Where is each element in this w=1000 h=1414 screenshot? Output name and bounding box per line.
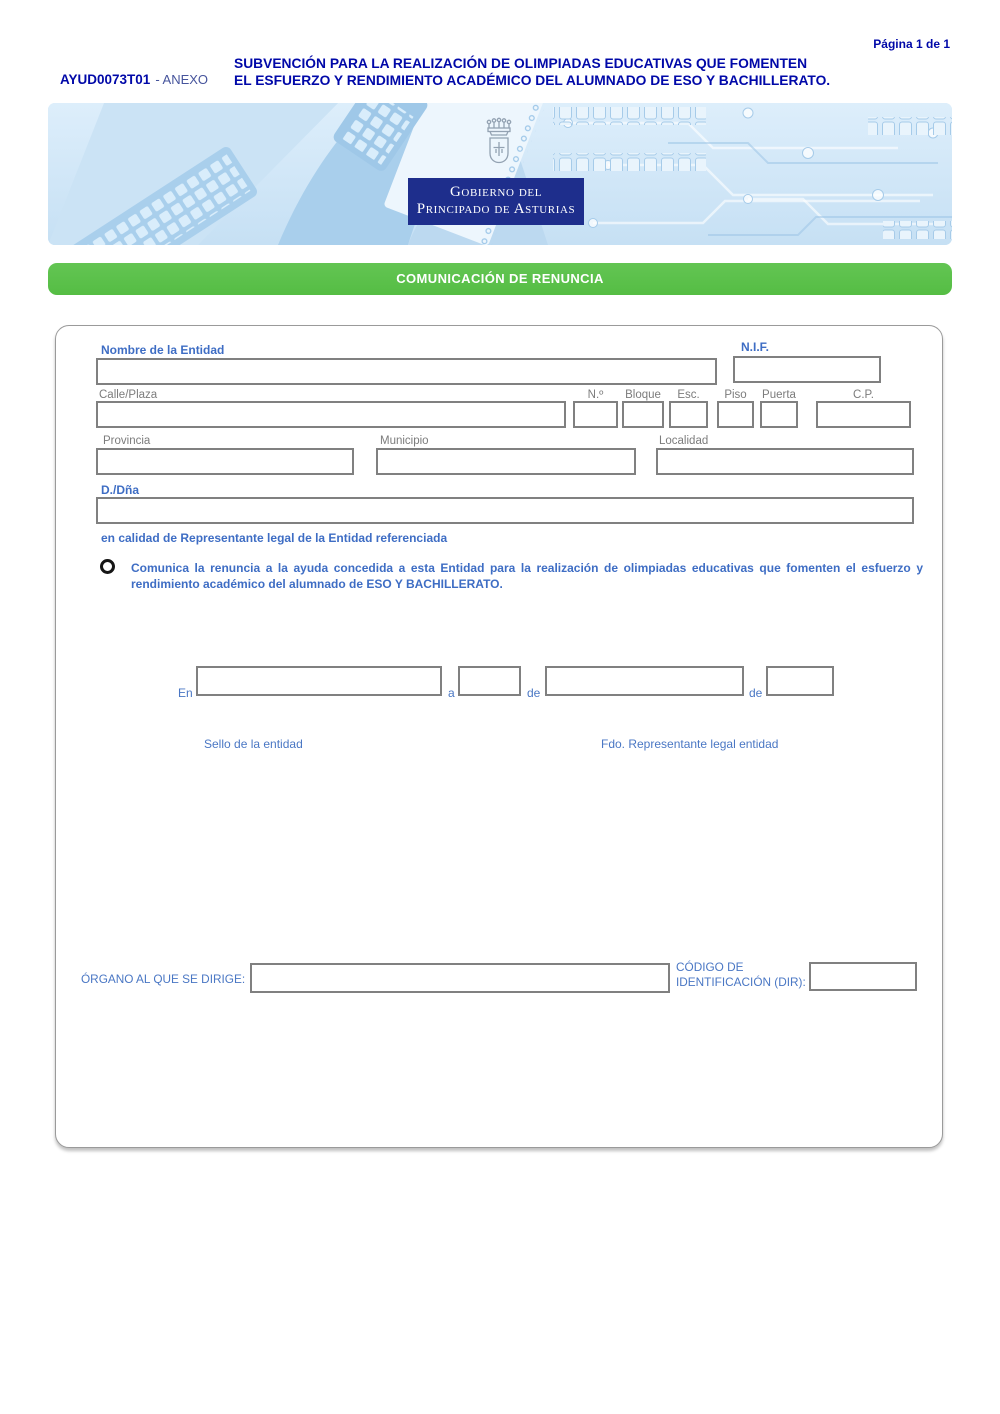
ddna-input[interactable] bbox=[96, 497, 914, 524]
renuncia-statement: Comunica la renuncia a la ayuda concedida a esta Entidad para la realización de olimpiadas educativas que fomenten el esfuerzo y rendimiento académico del alumnado de ESO Y BACHILLERATO. bbox=[131, 561, 923, 591]
section-title-bar bbox=[48, 263, 952, 295]
date-place-input[interactable] bbox=[196, 666, 442, 696]
nif-label: N.I.F. bbox=[741, 340, 770, 354]
date-month-input[interactable] bbox=[545, 666, 744, 696]
municipio-label: Municipio bbox=[380, 435, 429, 447]
date-de-year-label: de bbox=[749, 686, 763, 700]
date-year-input[interactable] bbox=[766, 666, 834, 696]
government-logo bbox=[408, 178, 584, 225]
date-de-month-label: de bbox=[527, 686, 541, 700]
provincia-input[interactable] bbox=[96, 448, 354, 475]
section-title: COMUNICACIÓN DE RENUNCIA bbox=[396, 271, 604, 286]
date-day-input[interactable] bbox=[458, 666, 521, 696]
form-title bbox=[234, 55, 830, 89]
cp-label: C.P. bbox=[853, 389, 874, 401]
date-en-label: En bbox=[178, 686, 193, 700]
sello-label: Sello de la entidad bbox=[204, 737, 303, 751]
bloque-label: Bloque bbox=[625, 389, 661, 401]
esc-label: Esc. bbox=[677, 389, 700, 401]
codigo-label-line2: IDENTIFICACIÓN (DIR): bbox=[676, 975, 806, 989]
form-code-line bbox=[60, 71, 208, 89]
date-a-label: a bbox=[448, 686, 455, 700]
logo-text-line1: Gobierno del bbox=[449, 184, 543, 200]
nombre-entidad-label: Nombre de la Entidad bbox=[101, 343, 225, 357]
provincia-label: Provincia bbox=[103, 435, 151, 447]
localidad-input[interactable] bbox=[656, 448, 914, 475]
form-title-line2: EL ESFUERZO Y RENDIMIENTO ACADÉMICO DEL ALUMNADO DE ESO Y BACHILLERATO. bbox=[234, 73, 831, 88]
form-code-suffix: - ANEXO bbox=[155, 72, 209, 87]
codigo-label-line1: CÓDIGO DE bbox=[676, 960, 744, 974]
form-code: AYUD0073T01 bbox=[60, 72, 151, 87]
puerta-label: Puerta bbox=[762, 389, 796, 401]
numero-input[interactable] bbox=[573, 401, 618, 428]
cp-input[interactable] bbox=[816, 401, 911, 428]
nombre-entidad-input[interactable] bbox=[96, 358, 717, 385]
header-banner bbox=[48, 103, 952, 245]
form-container bbox=[55, 325, 943, 1148]
asturias-coat-of-arms-icon bbox=[482, 116, 516, 170]
renuncia-radio[interactable] bbox=[100, 559, 115, 574]
ddna-label: D./Dña bbox=[101, 483, 140, 497]
municipio-input[interactable] bbox=[376, 448, 636, 475]
calle-input[interactable] bbox=[96, 401, 566, 428]
puerta-input[interactable] bbox=[760, 401, 798, 428]
logo-text-line2: Principado de Asturias bbox=[416, 201, 576, 217]
fdo-label: Fdo. Representante legal entidad bbox=[601, 737, 779, 751]
codigo-input[interactable] bbox=[809, 962, 917, 991]
bloque-input[interactable] bbox=[622, 401, 664, 428]
esc-input[interactable] bbox=[669, 401, 708, 428]
organo-input[interactable] bbox=[250, 963, 670, 993]
calle-label: Calle/Plaza bbox=[99, 389, 158, 401]
nif-input[interactable] bbox=[733, 356, 881, 383]
piso-input[interactable] bbox=[717, 401, 754, 428]
numero-label: N.º bbox=[587, 389, 604, 401]
page-indicator: Página 1 de 1 bbox=[873, 37, 950, 51]
localidad-label: Localidad bbox=[659, 435, 709, 447]
capacity-text: en calidad de Representante legal de la Entidad referenciada bbox=[101, 531, 448, 545]
organo-label: ÓRGANO AL QUE SE DIRIGE: bbox=[81, 972, 246, 986]
piso-label: Piso bbox=[724, 389, 747, 401]
form-title-line1: SUBVENCIÓN PARA LA REALIZACIÓN DE OLIMPIADAS EDUCATIVAS QUE FOMENTEN bbox=[234, 56, 808, 71]
